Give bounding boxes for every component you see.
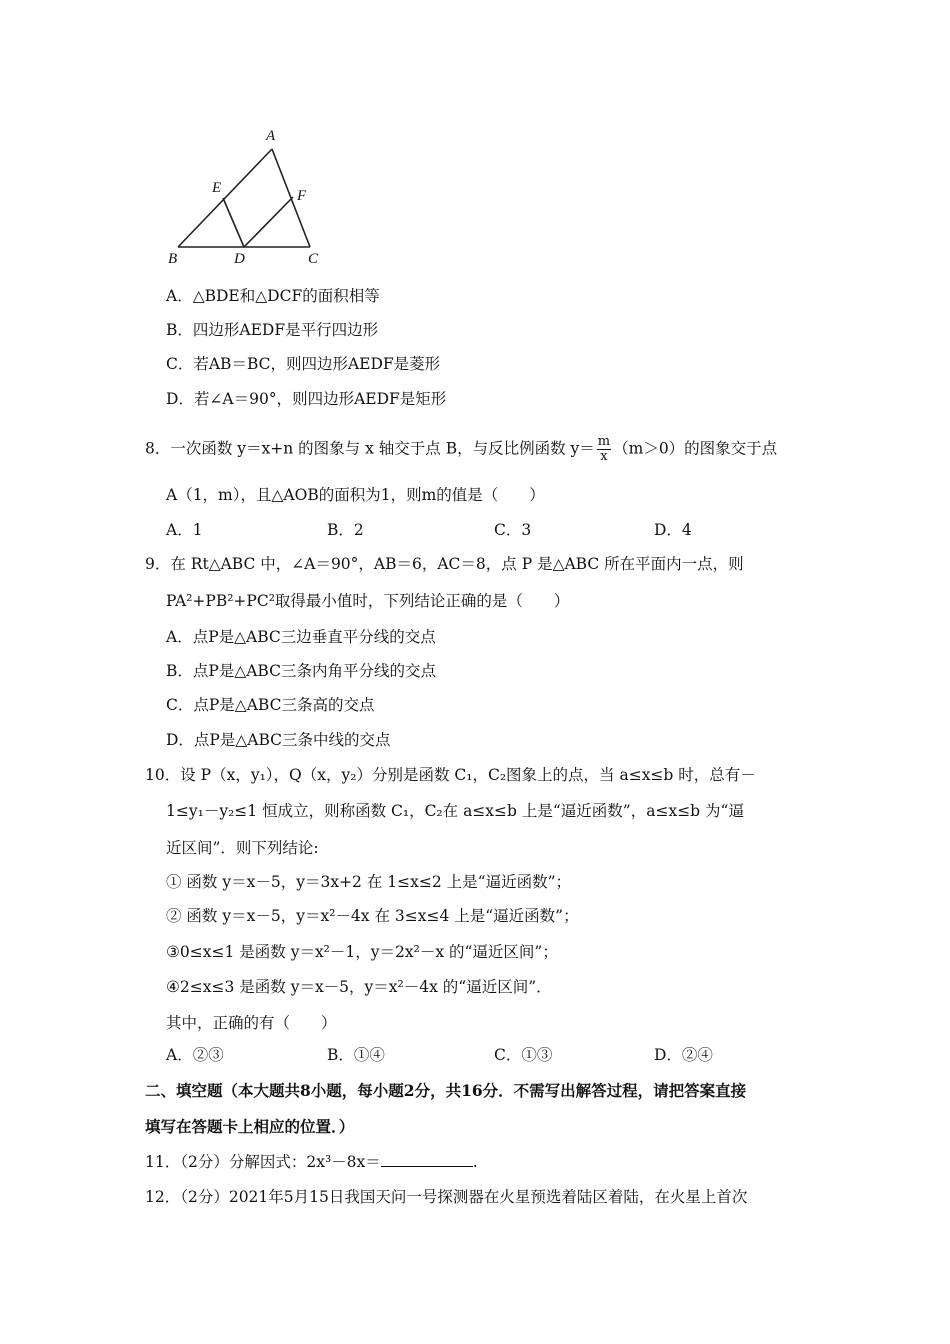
q8-stem-b: （m＞0）的图象交于点 (613, 439, 778, 458)
q9-option-c: C．点P是△ABC三条高的交点 (166, 696, 375, 714)
q8-option-c: C．3 (494, 521, 532, 539)
q9-option-d: D．点P是△ABC三条中线的交点 (166, 731, 391, 749)
triangle-figure (160, 120, 340, 270)
q8-frac-den: x (600, 449, 608, 464)
q10-option-b: B．①④ (327, 1046, 385, 1064)
q11-line (145, 1152, 478, 1172)
q10-line3: 近区间”．则下列结论: (166, 839, 319, 857)
label-d: D (234, 251, 245, 267)
q10-item-3: ③0≤x≤1 是函数 y＝x²－1，y＝2x²－x 的“逼近区间”； (166, 943, 558, 961)
q8-option-a: A．1 (166, 521, 203, 539)
q10-option-c: C．①③ (494, 1046, 553, 1064)
label-c: C (308, 251, 319, 267)
label-f: F (297, 188, 307, 204)
q9-line1: 9．在 Rt△ABC 中，∠A＝90°，AB＝6，AC＝8，点 P 是△ABC 所在平面内一点，则 (145, 555, 744, 573)
q10-line1: 10．设 P（x，y₁），Q（x，y₂）分别是函数 C₁，C₂图象上的点，当 a≤x≤b 时，总有－ (145, 766, 756, 784)
q8-fraction (597, 435, 611, 464)
section-heading-line2: 填写在答题卡上相应的位置．） (145, 1117, 355, 1136)
q8-frac-num: m (597, 434, 611, 449)
q8-option-d: D．4 (654, 521, 692, 539)
q8-stem-a: 8．一次函数 y＝x+n 的图象与 x 轴交于点 B，与反比例函数 y＝ (145, 439, 595, 458)
q8-line2: A（1，m），且△AOB的面积为1，则m的值是（ ） (166, 486, 545, 504)
q12-line: 12．（2分）2021年5月15日我国天问一号探测器在火星预选着陆区着陆，在火星上首次 (145, 1188, 748, 1206)
label-a: A (266, 128, 276, 144)
q11-tail: . (472, 1153, 478, 1171)
q11-answer-blank[interactable] (381, 1152, 473, 1167)
q10-line2: 1≤y₁－y₂≤1 恒成立，则称函数 C₁，C₂在 a≤x≤b 上是“逼近函数”，a≤x≤b 为“逼 (166, 802, 744, 820)
q9-option-b: B．点P是△ABC三条内角平分线的交点 (166, 662, 436, 680)
q9-option-a: A．点P是△ABC三边垂直平分线的交点 (166, 628, 436, 646)
q8-option-b: B．2 (327, 521, 364, 539)
q11-text: 11．（2分）分解因式：2x³－8x＝ (145, 1153, 381, 1171)
q7-option-b: B．四边形AEDF是平行四边形 (166, 321, 379, 339)
q10-option-d: D．②④ (654, 1046, 713, 1064)
q10-item-4: ④2≤x≤3 是函数 y＝x－5，y＝x²－4x 的“逼近区间”． (166, 978, 552, 996)
q8-line1 (145, 435, 777, 464)
section-heading-line1: 二、填空题（本大题共8小题，每小题2分，共16分．不需写出解答过程，请把答案直接 (145, 1081, 747, 1100)
q10-option-a: A．②③ (166, 1046, 224, 1064)
label-b: B (168, 251, 178, 267)
q7-option-a: A．△BDE和△DCF的面积相等 (166, 287, 380, 305)
q7-option-d: D．若∠A＝90°，则四边形AEDF是矩形 (166, 390, 447, 408)
q7-option-c: C．若AB＝BC，则四边形AEDF是菱形 (166, 355, 441, 373)
q10-item-2: ② 函数 y＝x－5，y＝x²－4x 在 3≤x≤4 上是“逼近函数”； (166, 907, 579, 925)
q10-question: 其中，正确的有（ ） (166, 1014, 337, 1032)
label-e: E (212, 180, 222, 196)
q9-line2: PA²+PB²+PC²取得最小值时，下列结论正确的是（ ） (166, 592, 570, 610)
q10-item-1: ① 函数 y＝x－5，y＝3x+2 在 1≤x≤2 上是“逼近函数”； (166, 873, 571, 891)
